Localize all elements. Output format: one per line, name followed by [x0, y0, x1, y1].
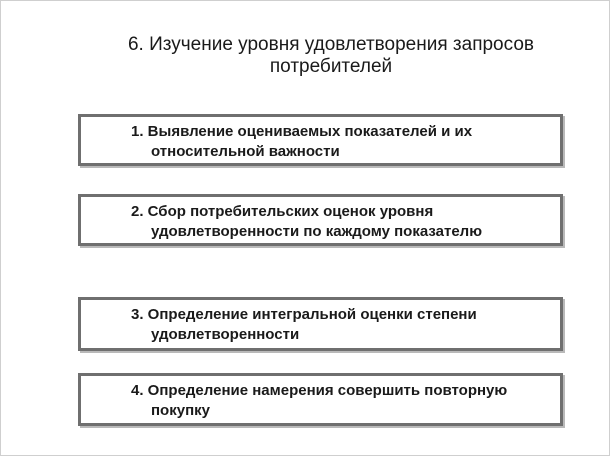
- step-4-line-2: покупку: [151, 402, 210, 419]
- title-line-2: потребителей: [269, 56, 393, 77]
- step-box-1: [78, 114, 563, 166]
- step-1-line-2: относительной важности: [151, 143, 340, 160]
- step-3-line-1: 3. Определение интегральной оценки степени: [131, 306, 477, 323]
- step-box-4: [78, 373, 563, 426]
- slide-title: [61, 34, 601, 78]
- step-box-3: [78, 297, 563, 351]
- step-1-line-1: 1. Выявление оцениваемых показателей и их: [131, 123, 473, 140]
- title-line-1: 6. Изучение уровня удовлетворения запросов: [127, 34, 534, 55]
- step-box-2: [78, 194, 563, 246]
- step-4-line-1: 4. Определение намерения совершить повторную: [131, 382, 508, 399]
- step-3-line-2: удовлетворенности: [151, 326, 300, 343]
- step-2-line-2: удовлетворенности по каждому показателю: [151, 223, 483, 240]
- step-2-line-1: 2. Сбор потребительских оценок уровня: [131, 203, 434, 220]
